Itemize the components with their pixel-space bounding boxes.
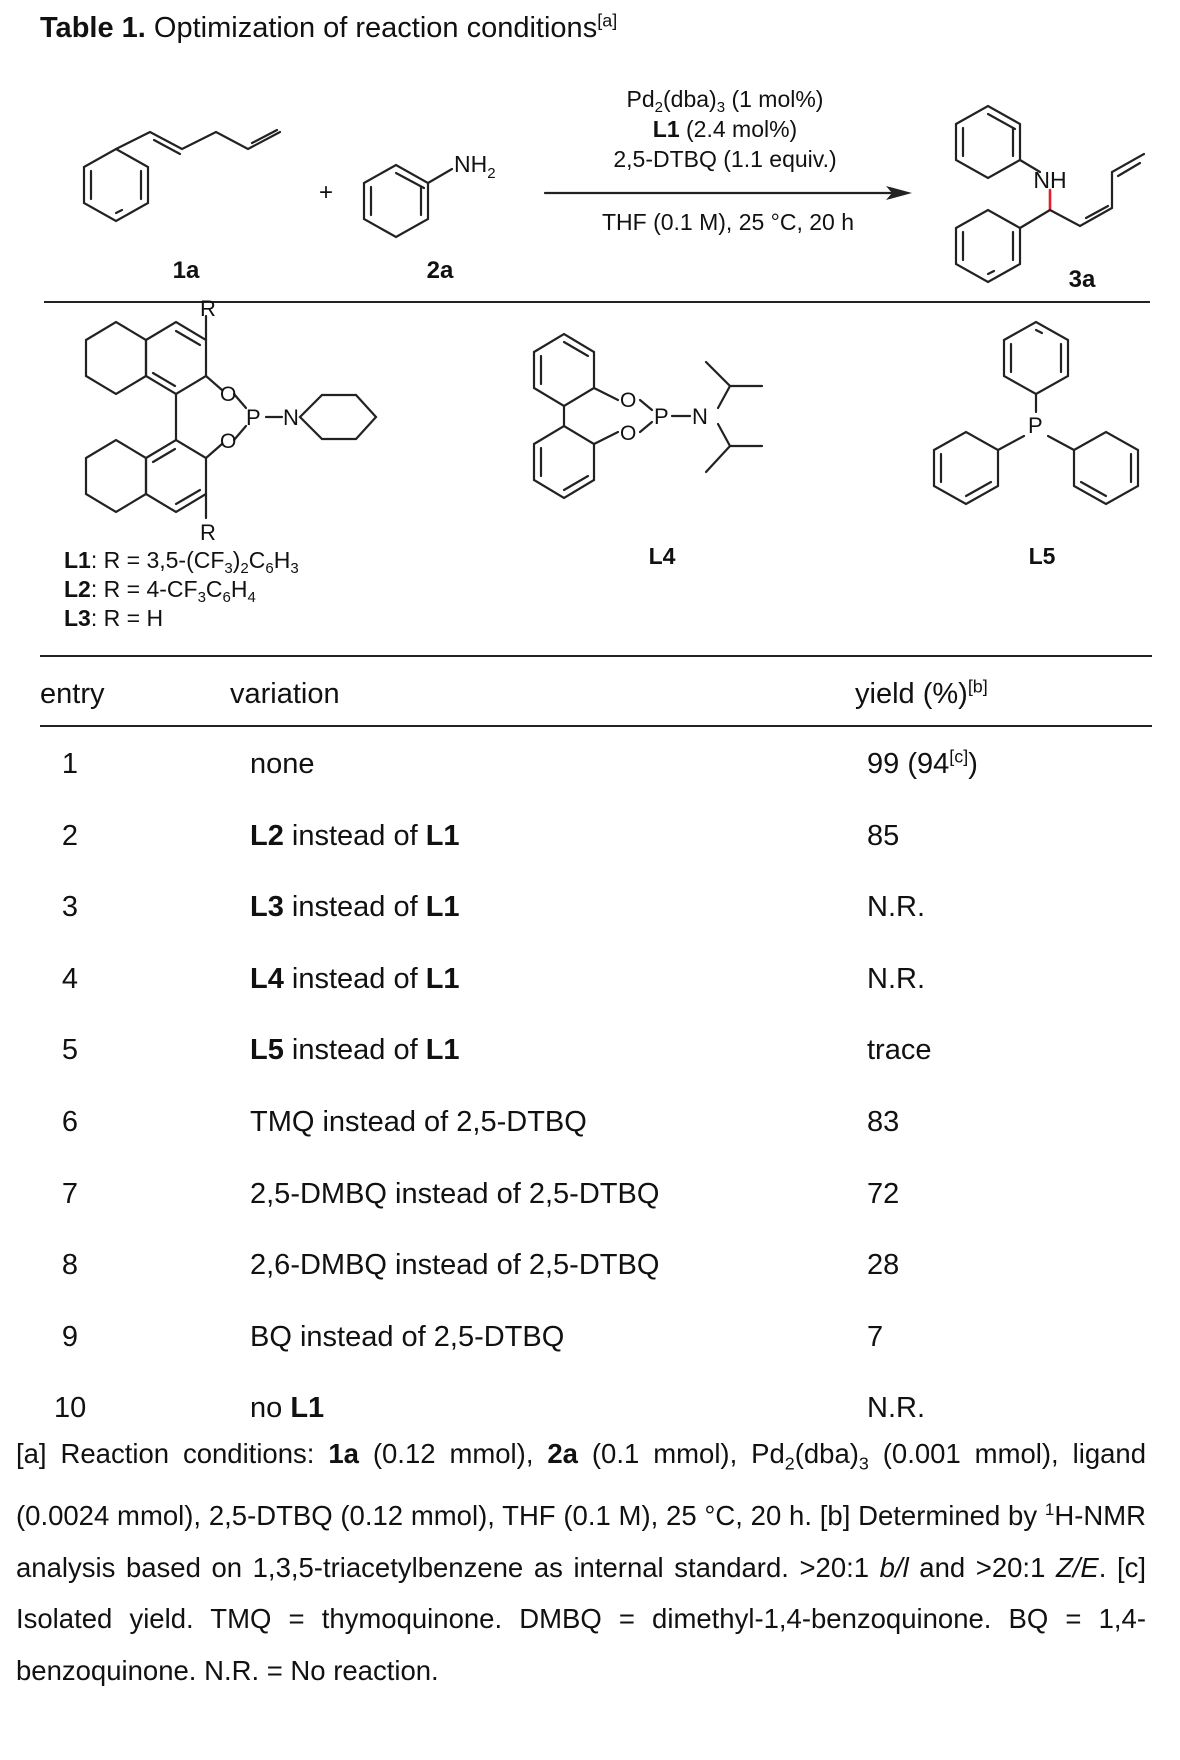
condition-ligand: L1 (2.4 mol%) xyxy=(652,116,798,142)
entry-cell: 4 xyxy=(61,962,79,995)
entry-cell: 1 xyxy=(61,748,79,780)
entry-cell: 7 xyxy=(61,1177,79,1210)
yield-cell: 85 xyxy=(867,819,900,852)
ligand-l4-structure xyxy=(534,334,762,498)
table-top-rule xyxy=(40,655,1152,657)
l1-r-bottom: R xyxy=(200,520,216,545)
table-row xyxy=(0,1034,1180,1074)
variation-cell: 2,6-DMBQ instead of 2,5-DTBQ xyxy=(250,1249,660,1282)
product-nh-label: NH xyxy=(1033,167,1067,193)
ligand-l2-definition: L2: $R = 4-CF_3C_6H_4$ xyxy=(64,576,256,606)
ligand-l5-label: L5 xyxy=(1028,543,1056,569)
entry-cell: 2 xyxy=(61,819,79,852)
l4-o-bottom: O xyxy=(620,422,637,445)
yield-cell: N.R. xyxy=(867,962,925,995)
yield-cell: N.R. xyxy=(867,1392,925,1425)
ligand-l4-label: L4 xyxy=(648,543,676,569)
reagent-2a-label: 2a xyxy=(426,257,454,284)
entry-cell: 5 xyxy=(61,1034,79,1067)
reaction-arrow xyxy=(545,186,912,200)
variation-cell: L2 instead of L1 xyxy=(250,819,460,852)
reagent-1a-structure xyxy=(84,130,280,221)
l5-p-atom: P xyxy=(1028,413,1043,438)
yield-cell: 83 xyxy=(867,1106,900,1138)
table-row xyxy=(0,1392,1180,1432)
yield-cell: trace xyxy=(867,1034,932,1067)
variation-cell: 2,5-DMBQ instead of 2,5-DTBQ xyxy=(250,1177,660,1210)
reagent-1a-label: 1a xyxy=(172,257,200,284)
variation-cell: L4 instead of L1 xyxy=(250,962,460,995)
l4-p-atom: P xyxy=(654,404,669,429)
variation-cell: BQ instead of 2,5-DTBQ xyxy=(250,1320,565,1353)
header-variation: variation xyxy=(230,678,340,710)
header-yield: yield (%)[b] xyxy=(855,676,988,710)
l1-o-top: O xyxy=(220,383,237,406)
product-3a-structure xyxy=(956,106,1144,282)
table-row xyxy=(0,1178,1180,1218)
l1-n-atom: N xyxy=(283,405,299,430)
condition-oxidant: 2,5-DTBQ (1.1 equiv.) xyxy=(613,146,837,172)
variation-cell: none xyxy=(250,748,315,780)
table-footnote: [a] Reaction conditions: 1a (0.12 mmol), 2a (0.1 mmol), $Pd_2(dba)_3$ (0.001 mmol), ligand (0.0024 mmol), 2,5-DTBQ (0.12 mmol), THF (0.1 M), 25 °C, 20 h. [b] Determined by $^1$H-NMR analysis based on 1,3,5-triacetylbenzene as internal standard. >20:1 b/l and >20:1 Z/E. [c] Isolated yield. TMQ = thymoquinone. DMBQ = dimethyl-1,4-benzoquinone. BQ = 1,4-benzoquinone. N.R. = No reaction. xyxy=(16,1438,1147,1686)
table-row xyxy=(0,748,1180,788)
table-caption: Optimization of reaction conditions xyxy=(153,12,598,44)
l1-o-bottom: O xyxy=(220,430,237,453)
variation-cell: TMQ instead of 2,5-DTBQ xyxy=(250,1106,587,1138)
plus-sign: + xyxy=(318,179,334,206)
ligand-structures xyxy=(0,300,1180,640)
entry-cell: 3 xyxy=(61,891,79,924)
variation-cell: L5 instead of L1 xyxy=(250,1034,460,1067)
reaction-scheme xyxy=(0,0,1180,300)
yield-cell: 72 xyxy=(867,1177,900,1210)
yield-cell: 99 (94[c]) xyxy=(867,746,978,780)
l4-n-atom: N xyxy=(692,404,708,429)
yield-cell: 28 xyxy=(867,1249,900,1282)
l4-o-top: O xyxy=(620,389,637,412)
entry-cell: 8 xyxy=(61,1249,79,1282)
variation-cell: L3 instead of L1 xyxy=(250,891,460,924)
table-row xyxy=(0,963,1180,1003)
table-header-rule xyxy=(40,725,1152,727)
condition-solvent-temp-time: THF (0.1 M), 25 °C, 20 h xyxy=(601,209,855,235)
table-row xyxy=(0,891,1180,931)
yield-cell: N.R. xyxy=(867,891,925,924)
condition-catalyst: $Pd_2(dba)_3$ (1 mol%) xyxy=(626,86,824,116)
entry-cell: 6 xyxy=(61,1106,79,1138)
l1-p-atom: P xyxy=(246,405,261,430)
variation-cell: no L1 xyxy=(250,1392,325,1425)
table-label: Table 1. xyxy=(40,12,146,44)
entry-cell: 10 xyxy=(54,1392,87,1425)
table-row xyxy=(0,1249,1180,1289)
amine-label: $NH_2$ xyxy=(454,151,496,182)
product-3a-label: 3a xyxy=(1068,266,1096,293)
title-note: [a] xyxy=(597,10,618,31)
reagent-2a-structure xyxy=(364,165,452,237)
yield-cell: 7 xyxy=(867,1320,884,1353)
table-row xyxy=(0,1106,1180,1146)
entry-cell: 9 xyxy=(61,1320,79,1353)
ligand-l1-l3-structure xyxy=(86,316,376,518)
table-row xyxy=(0,1321,1180,1361)
l1-r-top: R xyxy=(200,300,216,321)
ligand-l1-definition: L1: $R = 3,5-(CF_3)_2C_6H_3$ xyxy=(64,547,299,577)
table-row xyxy=(0,820,1180,860)
ligand-l3-definition: L3: R = H xyxy=(64,605,164,631)
header-entry: entry xyxy=(40,678,105,710)
